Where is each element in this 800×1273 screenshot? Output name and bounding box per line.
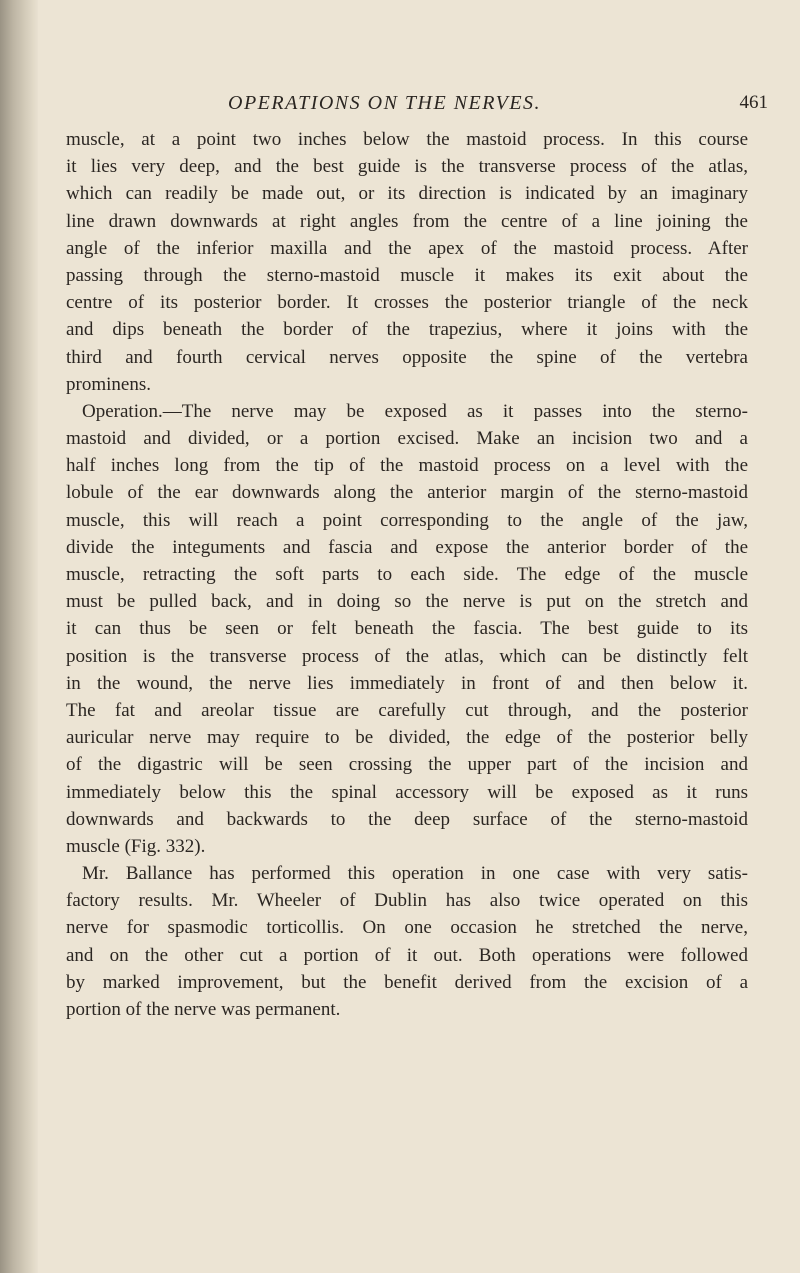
book-page bbox=[38, 0, 800, 1273]
paragraph-end-line: portion of the nerve was permanent. bbox=[66, 999, 341, 1020]
text-line: of the digastric will be seen crossing the upper part of the incision and bbox=[66, 754, 748, 776]
body-text bbox=[66, 126, 748, 1023]
running-head bbox=[38, 92, 800, 122]
text-line: it lies very deep, and the best guide is the transverse process of the atlas, bbox=[66, 156, 748, 178]
text-line: factory results. Mr. Wheeler of Dublin has also twice operated on this bbox=[66, 890, 748, 912]
text-line: which can readily be made out, or its direction is indicated by an imaginary bbox=[66, 183, 748, 205]
text-line: and dips beneath the border of the trapezius, where it joins with the bbox=[66, 319, 748, 341]
page-gutter-shadow bbox=[0, 0, 38, 1273]
paragraph-end-line: prominens. bbox=[66, 373, 151, 395]
running-title: OPERATIONS ON THE NERVES. bbox=[228, 92, 542, 114]
text-line: immediately below this the spinal accessory will be exposed as it runs bbox=[66, 781, 748, 803]
text-line: it can thus be seen or felt beneath the fascia. The best guide to its bbox=[66, 618, 748, 640]
text-line: mastoid and divided, or a portion excised. Make an incision two and a bbox=[66, 428, 748, 450]
text-line: by marked improvement, but the benefit derived from the excision of a bbox=[66, 971, 748, 993]
text-line: divide the integuments and fascia and expose the anterior border of the bbox=[66, 536, 748, 558]
text-line: nerve for spasmodic torticollis. On one occasion he stretched the nerve, bbox=[66, 917, 748, 939]
text-line: and on the other cut a portion of it out. Both operations were followed bbox=[66, 944, 748, 966]
text-line: third and fourth cervical nerves opposite the spine of the vertebra bbox=[66, 346, 748, 368]
text-line: downwards and backwards to the deep surface of the sterno-mastoid bbox=[66, 808, 748, 830]
text-line: position is the transverse process of the atlas, which can be distinctly felt bbox=[66, 645, 748, 667]
text-line: muscle, this will reach a point corresponding to the angle of the jaw, bbox=[66, 509, 748, 531]
text-line: must be pulled back, and in doing so the nerve is put on the stretch and bbox=[66, 591, 748, 613]
text-line: auricular nerve may require to be divided, the edge of the posterior belly bbox=[66, 727, 748, 749]
text-line: muscle, retracting the soft parts to each side. The edge of the muscle bbox=[66, 564, 748, 585]
text-line: centre of its posterior border. It crosses the posterior triangle of the neck bbox=[66, 292, 748, 314]
text-line: The fat and areolar tissue are carefully cut through, and the posterior bbox=[66, 699, 748, 721]
text-line: line drawn downwards at right angles from the centre of a line joining the bbox=[66, 210, 748, 232]
text-line: half inches long from the tip of the mastoid process on a level with the bbox=[66, 455, 748, 477]
page-number: 461 bbox=[739, 92, 768, 113]
paragraph-end-line: muscle (Fig. 332). bbox=[66, 835, 206, 857]
text-line: lobule of the ear downwards along the anterior margin of the sterno-mastoid bbox=[66, 482, 748, 504]
operation-paragraph-start: Operation.—The nerve may be exposed as it passes into the sterno- bbox=[82, 400, 748, 422]
text-line: angle of the inferior maxilla and the apex of the mastoid process. After bbox=[66, 237, 748, 259]
text-line: passing through the sterno-mastoid muscle it makes its exit about the bbox=[66, 264, 748, 286]
text-line: muscle, at a point two inches below the mastoid process. In this course bbox=[66, 129, 748, 150]
text-line: in the wound, the nerve lies immediately in front of and then below it. bbox=[66, 672, 748, 694]
ballance-paragraph-start: Mr. Ballance has performed this operation in one case with very satis- bbox=[82, 863, 748, 885]
